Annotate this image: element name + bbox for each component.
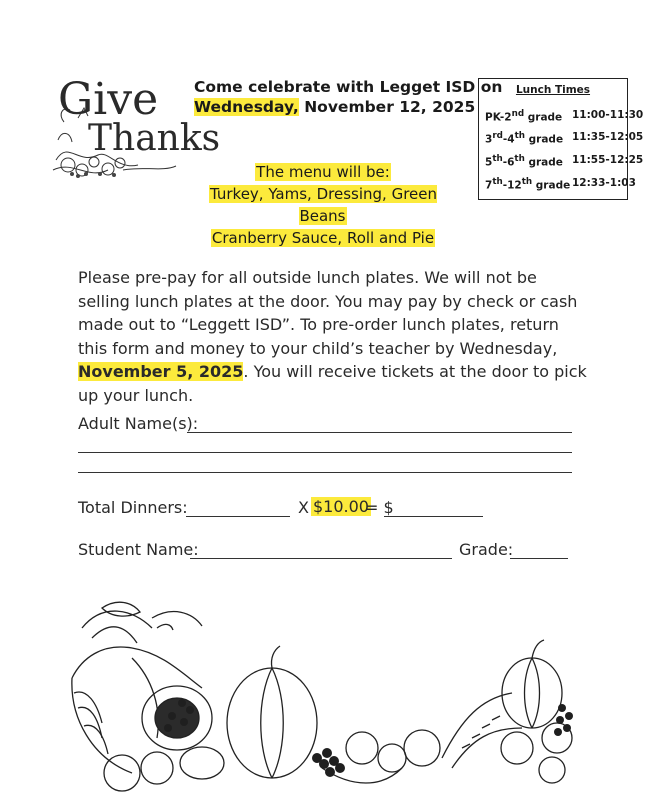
event-date: November 12, 2025: [304, 98, 476, 116]
give-thanks-logo: [48, 70, 221, 188]
time-range: 11:35-12:05: [572, 131, 644, 143]
logo-word-give: Give: [58, 74, 159, 125]
grade-range: 7th-12th grade: [485, 177, 571, 192]
adult-names-line-3[interactable]: [78, 472, 572, 473]
event-date-line: [194, 98, 475, 116]
total-dinners-label: Total Dinners:: [78, 498, 188, 517]
event-day: Wednesday,: [194, 98, 299, 116]
multiply-sign: X: [298, 498, 309, 517]
grade-range: 5th-6th grade: [485, 154, 563, 169]
lunch-times-box: [478, 78, 644, 200]
student-name-label: Student Name:: [78, 540, 199, 559]
grade-field[interactable]: [510, 558, 568, 559]
instructions-text: Please pre-pay for all outside lunch plates. We will not be selling lunch plates at the door. You may pay by check or cash made out to “Leggett ISD”. To pre-order lunch plates, return this form and money to your child’s teacher by Wednesday,: [78, 268, 578, 358]
adult-names-line-1[interactable]: [187, 432, 572, 433]
cornucopia-art: [62, 598, 582, 798]
menu-line-1: Turkey, Yams, Dressing, Green Beans: [209, 185, 437, 225]
event-intro: Come celebrate with Legget ISD on: [194, 78, 503, 96]
logo-word-thanks: Thanks: [88, 118, 221, 159]
equals-dollar: = $: [365, 498, 394, 517]
menu-line-2: Cranberry Sauce, Roll and Pie: [211, 229, 435, 247]
price-per-dinner: $10.00: [313, 497, 369, 516]
lunch-times-title: Lunch Times: [515, 84, 591, 96]
grade-label: Grade:: [459, 540, 514, 559]
deadline-date: November 5, 2025: [78, 362, 244, 381]
menu-heading: The menu will be:: [256, 163, 390, 181]
give-thanks-logo-art: [48, 70, 221, 188]
time-range: 12:33-1:03: [572, 177, 636, 189]
total-dinners-field[interactable]: [186, 516, 290, 517]
instructions-paragraph: [78, 266, 588, 407]
instructions-text-end: . You will receive tickets at the door to pick up your lunch.: [78, 362, 587, 405]
lunch-time-row: [485, 109, 644, 124]
lunch-time-row: [485, 131, 644, 146]
menu-block: [188, 161, 458, 249]
total-amount-field[interactable]: [384, 516, 483, 517]
cornucopia-illustration: [62, 598, 582, 798]
time-range: 11:55-12:25: [572, 154, 644, 166]
lunch-time-row: [485, 154, 644, 169]
grade-range: PK-2nd grade: [485, 109, 563, 124]
adult-names-line-2[interactable]: [78, 452, 572, 453]
lunch-time-row: [485, 177, 636, 192]
adult-names-label: Adult Name(s):: [78, 414, 199, 433]
grade-range: 3rd-4th grade: [485, 131, 564, 146]
time-range: 11:00-11:30: [572, 109, 644, 121]
student-name-field[interactable]: [190, 558, 452, 559]
